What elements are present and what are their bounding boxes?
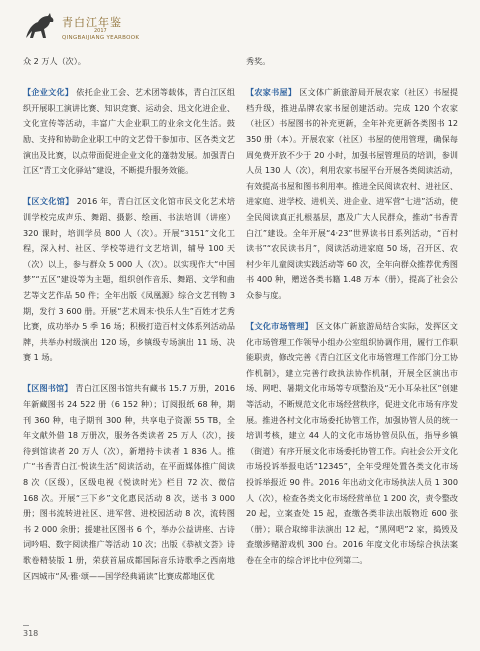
yearbook-year: 2017 — [94, 28, 107, 34]
section-enterprise-culture — [23, 85, 235, 179]
section-text: 区文体广新旅游局结合实际，发挥区文化市场管理工作领导小组办公室组织协调作用，履行工作职能职责，修改完善《青白江区文化市场管理工作部门分工协作机制》，建立完善行政执法协作机制，开展全区演出市场、网吧、暑期文化市场等专项整治及“无小耳朵社区”创建等活动，不断规范文化市场经营秩序，促进文化市场有序发展。推进各村文化市场委托协管工作，加强协管人员的统一培训考核，建立 44 人的文化市场协管员队伍，指导乡镇（街道）有序开展文化市场委托协管工作。向社会公开文化市场投诉举报电话“12345”，全年受理处置各类文化市场投诉举报近 90 件。2016 年出动文化市场执法人员 1 300 人（次），检查各类文化市场经营单位 1 200 次，责令整改 20 起，立案查处 15 起，查缴各类非法出版物近 600 张（册）；联合取缔非法演出 12 起，“黑网吧”2 家，捣毁及查缴涉赌游戏机 300 台。2016 年度文化市场综合执法案卷在全市的综合评比中位列第二。 — [246, 321, 458, 565]
section-culture-market — [246, 319, 458, 569]
paragraph-continuation: 秀奖。 — [246, 56, 271, 66]
section-rural-bookstore — [246, 85, 458, 303]
section-tag: 【企业文化】 — [23, 87, 74, 98]
section-text: 依托企业工会、艺术团等载体，青白江区组织开展职工演讲比赛、知识竞赛、运动会、迅文化进企业、文化宣传等活动，丰富广大企业职工的业余文化生活。鼓励、支持和协助企业职工中的文艺骨干参加市、区各类文艺演出及比赛，以点带面促进企业文化的蓬勃发展。加强青白江区“青工文化驿站”建设，不断提升服务效能。 — [23, 87, 235, 176]
footer-rule — [23, 625, 29, 626]
section-text: 区文体广新旅游局开展农家（社区）书屋提档升级，推进品牌农家书屋创建活动。完成 120 个农家（社区）书屋图书的补充更新，全年补充更新各类图书 12 350 册（本）。开展农家（社区）书屋的使用管理，确保每周免费开放不少于 20 小时，加强书屋管理员的培训，参训人员 130 人（次），利用农家书屋平台开展各类阅读活动，有效提高书屋和图书利用率。推进全民阅读农村、进社区、进家庭、进学校、进机关、进企业、进军营“七进”活动，使全民阅读真正扎根基层，惠及广大人民群众，推动“书香青白江”建设。全年开展“4·23”世界读书日系列活动，“百村读书”“农民读书月”，阅读活动进家庭 50 场，召开区、农村少年儿童阅读实践活动等 60 次，全年向群众推荐优秀图书 400 种，赠送各类书籍 1.48 万本（册），提高了社会公众参与度。 — [246, 87, 458, 300]
section-tag: 【区图书馆】 — [23, 383, 73, 394]
section-text: 青白江区图书馆共有藏书 15.7 万册，2016 年新藏图书 24 522 册（6 152 种）；订阅报纸 68 种，期刊 360 种，电子期刊 300 种，共享电子资源 55 TB，全年文献外借 18 万册次，服务各类读者 25 万人（次），接待到馆读者 20 万人（次），新增持卡读者 1 836 人。推广“书香青白江·悦读生活”阅读活动，在平面媒体推广阅读 8 次（区级），区级电视《悦读时光》栏目 72 次、微信 168 次。开展“三下乡”文化惠民活动 8 次，送书 3 000 册；图书流转进社区、进军营、进校园活动 8 次，流转图书 2 000 余册；援建社区图书 6 个，举办公益讲座、古诗词吟唱、数字阅读推广等活动 10 次；出版《恭祯文荟》诗歌卷精装版 1 册，荣获首届成都国际音乐诗歌季之西南地区四城市“风·雅·颂——国学经典诵读”比赛成都地区优 — [23, 383, 235, 581]
horse-logo-icon — [22, 10, 58, 46]
left-column — [23, 54, 235, 584]
section-tag: 【文化市场管理】 — [246, 321, 313, 332]
page-number: 318 — [23, 629, 39, 638]
paragraph-continuation: 众 2 万人（次）。 — [23, 56, 86, 66]
right-column — [246, 54, 458, 569]
section-cultural-center — [23, 194, 235, 366]
section-library — [23, 381, 235, 584]
section-text: 2016 年，青白江区文化馆市民文化艺术培训学校完成声乐、舞蹈、摄影、绘画、书法培训（讲座）320 课时，培训学员 800 人（次）。开展“3151”文化工程，深入村、社区、学校等进行文艺培训，辅导 100 天（次）以上，参与群众 5 000 人（次）。以实现作大“中国梦”“五区”建设等为主题，组织创作音乐、舞蹈、文学和曲艺等文艺作品 50 件；全年出版《凤凰源》综合文艺刊物 3 期，发行 3 600 册。开展“艺术周末·快乐人生”百姓才艺秀比赛，成功举办 5 季 16 场；积极打造百村文体系列活动品牌，共举办村级演出 120 场，乡镇级专场演出 11 场、决赛 1 场。 — [23, 196, 235, 363]
section-tag: 【区文化馆】 — [23, 196, 74, 207]
yearbook-title-en: QINGBAIJIANG YEARBOOK — [62, 35, 140, 41]
yearbook-title: 青白江年鉴 — [62, 16, 122, 29]
yearbook-header — [22, 10, 222, 50]
section-tag: 【农家书屋】 — [246, 87, 297, 98]
